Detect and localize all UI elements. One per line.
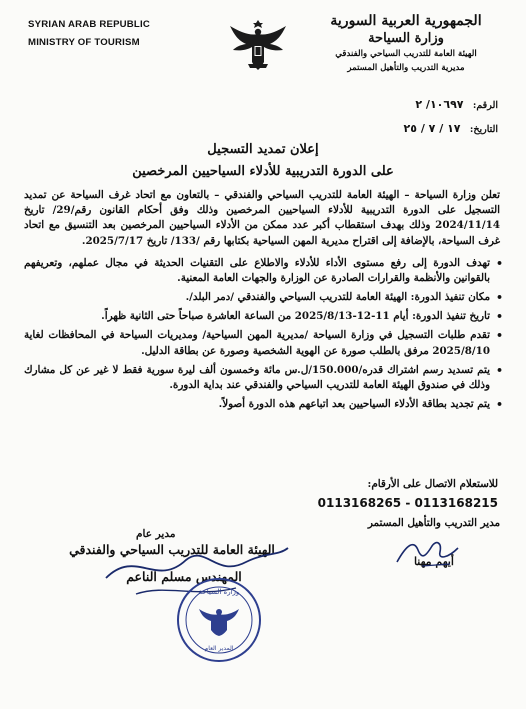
details-list — [24, 256, 504, 416]
date-label: التاريخ: — [469, 124, 498, 135]
list-item: • مكان تنفيذ الدورة: الهيئة العامة للتدريب السياحي والفندقي /دمر البلد/. — [24, 290, 490, 305]
date-value: ١٧ / ٧ / ٢٥ — [403, 122, 461, 135]
list-item: • تقدم طلبات التسجيل في وزارة السياحة /مديرية المهن السياحية/ ومديريات السياحة في المحافظات لغاية 2025/8/10 مرفق بالطلب صورة عن الهوية الشخصية وصورة عن بطاقة الدليل. — [24, 328, 490, 359]
official-stamp-icon — [175, 576, 263, 664]
announcement-subtitle: على الدورة التدريبية للأدلاء السياحيين المرخصين — [132, 164, 394, 179]
authority-name-ar: الهيئة العامة للتدريب السياحي والفندقي — [335, 49, 477, 59]
contact-phones: 0113168215 - 0113168265 — [317, 496, 498, 510]
ministry-name-en: MINISTRY OF TOURISM — [28, 37, 140, 48]
reference-value: ١٠٦٩٧/ ٢ — [415, 98, 464, 111]
reference-number-line — [415, 98, 498, 111]
english-letterhead — [28, 16, 150, 52]
stamp-text-top: وزارة السياحة — [198, 588, 240, 596]
reference-label: الرقم: — [472, 100, 498, 111]
list-item: • يتم تجديد بطاقة الأدلاء السياحيين بعد اتباعهم هذه الدورة أصولاً. — [24, 397, 490, 412]
list-item: • تاريخ تنفيذ الدورة: أيام 11-12-2025/8/13 من الساعة العاشرة صباحاً حتى الثانية ظهراً. — [24, 309, 490, 324]
ministry-name-ar: وزارة السياحة — [368, 31, 444, 46]
list-item: • يتم تسديد رسم اشتراك قدره/150.000/ل.س مائة وخمسون ألف ليرة سورية فقط لا غير عن كل مشارك وذلك في صندوق الهيئة العامة للتدريب السياحي والفندقي عند بداية الدورة. — [24, 363, 490, 394]
date-line — [404, 122, 498, 135]
director-general-org: الهيئة العامة للتدريب السياحي والفندقي — [69, 542, 275, 557]
eagle-emblem-icon — [226, 12, 290, 76]
contact-label: للاستعلام الاتصال على الأرقام: — [367, 478, 498, 490]
stamp-text-bottom: المدير العام — [204, 645, 234, 652]
signature-scribble-icon — [392, 536, 462, 570]
training-director-name: أيهم مهنا — [413, 555, 454, 568]
training-director-title: مدير التدريب والتأهيل المستمر — [367, 517, 500, 529]
list-item: • تهدف الدورة إلى رفع مستوى الأداء للأدلاء والاطلاع على التقنيات الحديثة في مجال عملهم، وتعريفهم بالقوانين والأنظمة والقرارات الصادرة عن الوزارة والجهات العامة المعنية. — [24, 256, 490, 287]
announcement-title: إعلان تمديد التسجيل — [207, 142, 319, 157]
director-general-title: مدير عام — [136, 528, 176, 540]
republic-name-en: SYRIAN ARAB REPUBLIC — [28, 19, 150, 30]
arabic-letterhead — [306, 12, 506, 75]
directorate-name-ar: مديرية التدريب والتأهيل المستمر — [347, 63, 465, 73]
republic-name-ar: الجمهورية العربية السورية — [330, 13, 482, 29]
intro-paragraph: تعلن وزارة السياحة – الهيئة العامة للتدريب السياحي والفندقي – بالتعاون مع اتحاد غرف السياحة عن تمديد التسجيل على الدورة التدريبية للأدلاء السياحيين المرخصين وذلك وفق أحكام القانون رقم/29/ تاريخ 2024/11/14 وذلك بهدف استقطاب أكبر عدد ممكن من الأدلاء السياحيين المرخصين بعد التنسيق مع اتحاد غرف السياحة، بالإضافة إلى اقتراح مديرية المهن السياحية بكتابها رقم /133/ تاريخ 2025/7/17. — [24, 189, 500, 247]
director-general-name: المهندس مسلم الناعم — [126, 569, 242, 584]
